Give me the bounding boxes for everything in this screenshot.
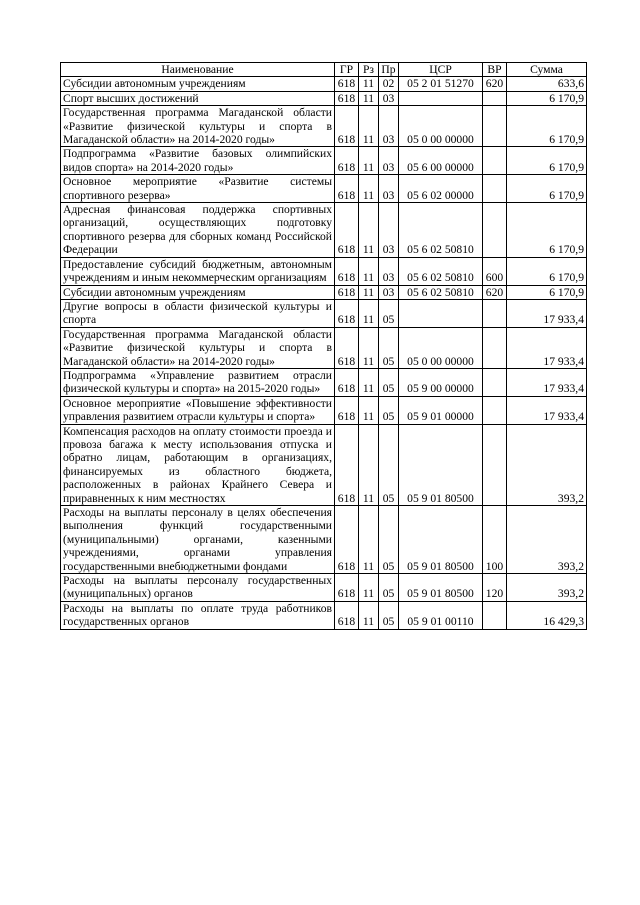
cell-csr: 05 2 01 51270 (399, 77, 483, 91)
cell-gr: 618 (335, 368, 359, 396)
cell-gr: 618 (335, 106, 359, 147)
cell-vr: 620 (483, 77, 507, 91)
cell-pr: 05 (379, 396, 399, 424)
cell-rz: 11 (359, 368, 379, 396)
cell-rz: 11 (359, 327, 379, 368)
cell-sum: 393,2 (507, 506, 587, 574)
table-row (61, 299, 587, 327)
cell-rz: 11 (359, 106, 379, 147)
header-rz: Рз (359, 63, 379, 77)
cell-name: Подпрограмма «Управление развитием отрасли физической культуры и спорта» на 2015-2020 годы» (61, 368, 335, 396)
cell-vr: 100 (483, 506, 507, 574)
cell-gr: 618 (335, 203, 359, 258)
table-row (61, 327, 587, 368)
header-sum: Сумма (507, 63, 587, 77)
cell-gr: 618 (335, 285, 359, 299)
cell-pr: 05 (379, 424, 399, 505)
cell-name: Основное мероприятие «Повышение эффективности управления развитием отрасли культуры и спорта» (61, 396, 335, 424)
cell-gr: 618 (335, 257, 359, 285)
cell-sum: 393,2 (507, 574, 587, 602)
cell-sum: 633,6 (507, 77, 587, 91)
cell-gr: 618 (335, 175, 359, 203)
header-name: Наименование (61, 63, 335, 77)
cell-sum: 6 170,9 (507, 257, 587, 285)
cell-rz: 11 (359, 175, 379, 203)
cell-name: Расходы на выплаты персоналу в целях обеспечения выполнения функций государственными (муниципальными) органами, казенными учреждениями, органами управления государственными внебюджетными фондами (61, 506, 335, 574)
cell-gr: 618 (335, 424, 359, 505)
table-row (61, 106, 587, 147)
cell-name: Расходы на выплаты по оплате труда работников государственных органов (61, 601, 335, 629)
cell-name: Адресная финансовая поддержка спортивных организаций, осуществляющих подготовку спортивного резерва для сборных команд Российской Федерации (61, 203, 335, 258)
cell-csr: 05 9 01 00110 (399, 601, 483, 629)
cell-vr (483, 396, 507, 424)
cell-rz: 11 (359, 299, 379, 327)
cell-csr: 05 9 01 80500 (399, 506, 483, 574)
cell-sum: 393,2 (507, 424, 587, 505)
cell-sum: 17 933,4 (507, 368, 587, 396)
cell-rz: 11 (359, 203, 379, 258)
cell-sum: 6 170,9 (507, 91, 587, 105)
cell-rz: 11 (359, 285, 379, 299)
cell-csr: 05 0 00 00000 (399, 327, 483, 368)
header-pr: Пр (379, 63, 399, 77)
cell-csr: 05 6 00 00000 (399, 147, 483, 175)
cell-csr: 05 6 02 00000 (399, 175, 483, 203)
cell-pr: 05 (379, 327, 399, 368)
cell-sum: 6 170,9 (507, 203, 587, 258)
cell-pr: 03 (379, 147, 399, 175)
header-csr: ЦСР (399, 63, 483, 77)
cell-gr: 618 (335, 91, 359, 105)
cell-vr (483, 299, 507, 327)
cell-gr: 618 (335, 574, 359, 602)
cell-name: Государственная программа Магаданской области «Развитие физической культуры и спорта в Магаданской области» на 2014-2020 годы» (61, 106, 335, 147)
cell-pr: 05 (379, 506, 399, 574)
cell-csr (399, 299, 483, 327)
table-row (61, 91, 587, 105)
table-row (61, 396, 587, 424)
cell-rz: 11 (359, 257, 379, 285)
cell-pr: 02 (379, 77, 399, 91)
table-row (61, 424, 587, 505)
cell-sum: 6 170,9 (507, 285, 587, 299)
table-row (61, 77, 587, 91)
cell-rz: 11 (359, 147, 379, 175)
table-row (61, 203, 587, 258)
cell-vr: 120 (483, 574, 507, 602)
cell-vr: 620 (483, 285, 507, 299)
cell-name: Субсидии автономным учреждениям (61, 77, 335, 91)
cell-name: Компенсация расходов на оплату стоимости проезда и провоза багажа к месту использования отпуска и обратно лицам, работающим в организациях, финансируемых из областного бюджета, расположенных в районах Крайнего Севера и приравненных к ним местностях (61, 424, 335, 505)
table-row (61, 506, 587, 574)
cell-gr: 618 (335, 77, 359, 91)
cell-csr: 05 0 00 00000 (399, 106, 483, 147)
cell-name: Основное мероприятие «Развитие системы спортивного резерва» (61, 175, 335, 203)
cell-vr (483, 106, 507, 147)
cell-gr: 618 (335, 147, 359, 175)
table-row (61, 175, 587, 203)
cell-sum: 17 933,4 (507, 299, 587, 327)
table-header-row (61, 63, 587, 77)
cell-csr: 05 9 01 80500 (399, 424, 483, 505)
cell-rz: 11 (359, 601, 379, 629)
table-row (61, 574, 587, 602)
cell-csr: 05 6 02 50810 (399, 285, 483, 299)
cell-pr: 05 (379, 299, 399, 327)
cell-pr: 03 (379, 106, 399, 147)
cell-name: Предоставление субсидий бюджетным, автономным учреждениям и иным некоммерческим организациям (61, 257, 335, 285)
header-vr: ВР (483, 63, 507, 77)
cell-csr: 05 9 01 00000 (399, 396, 483, 424)
cell-name: Другие вопросы в области физической культуры и спорта (61, 299, 335, 327)
cell-gr: 618 (335, 299, 359, 327)
table-row (61, 257, 587, 285)
cell-pr: 03 (379, 175, 399, 203)
cell-rz: 11 (359, 91, 379, 105)
cell-csr: 05 9 01 80500 (399, 574, 483, 602)
cell-vr (483, 147, 507, 175)
cell-rz: 11 (359, 574, 379, 602)
cell-vr: 600 (483, 257, 507, 285)
cell-sum: 17 933,4 (507, 327, 587, 368)
cell-name: Государственная программа Магаданской области «Развитие физической культуры и спорта в Магаданской области» на 2014-2020 годы» (61, 327, 335, 368)
cell-vr (483, 327, 507, 368)
table-row (61, 147, 587, 175)
cell-csr: 05 9 00 00000 (399, 368, 483, 396)
cell-pr: 03 (379, 257, 399, 285)
cell-pr: 03 (379, 91, 399, 105)
cell-vr (483, 91, 507, 105)
cell-gr: 618 (335, 601, 359, 629)
cell-pr: 05 (379, 368, 399, 396)
budget-table (60, 62, 587, 630)
table-row (61, 601, 587, 629)
budget-document (60, 62, 586, 630)
cell-vr (483, 175, 507, 203)
cell-vr (483, 601, 507, 629)
cell-sum: 6 170,9 (507, 175, 587, 203)
table-row (61, 368, 587, 396)
table-row (61, 285, 587, 299)
cell-sum: 6 170,9 (507, 106, 587, 147)
cell-pr: 03 (379, 285, 399, 299)
cell-name: Расходы на выплаты персоналу государственных (муниципальных) органов (61, 574, 335, 602)
cell-sum: 6 170,9 (507, 147, 587, 175)
cell-pr: 05 (379, 574, 399, 602)
cell-gr: 618 (335, 506, 359, 574)
cell-name: Спорт высших достижений (61, 91, 335, 105)
cell-csr (399, 91, 483, 105)
cell-vr (483, 203, 507, 258)
cell-sum: 16 429,3 (507, 601, 587, 629)
cell-gr: 618 (335, 396, 359, 424)
cell-name: Субсидии автономным учреждениям (61, 285, 335, 299)
cell-csr: 05 6 02 50810 (399, 203, 483, 258)
cell-rz: 11 (359, 506, 379, 574)
cell-vr (483, 368, 507, 396)
cell-csr: 05 6 02 50810 (399, 257, 483, 285)
cell-sum: 17 933,4 (507, 396, 587, 424)
cell-pr: 03 (379, 203, 399, 258)
cell-rz: 11 (359, 77, 379, 91)
cell-vr (483, 424, 507, 505)
cell-rz: 11 (359, 396, 379, 424)
cell-name: Подпрограмма «Развитие базовых олимпийских видов спорта» на 2014-2020 годы» (61, 147, 335, 175)
cell-pr: 05 (379, 601, 399, 629)
cell-gr: 618 (335, 327, 359, 368)
header-gr: ГР (335, 63, 359, 77)
cell-rz: 11 (359, 424, 379, 505)
